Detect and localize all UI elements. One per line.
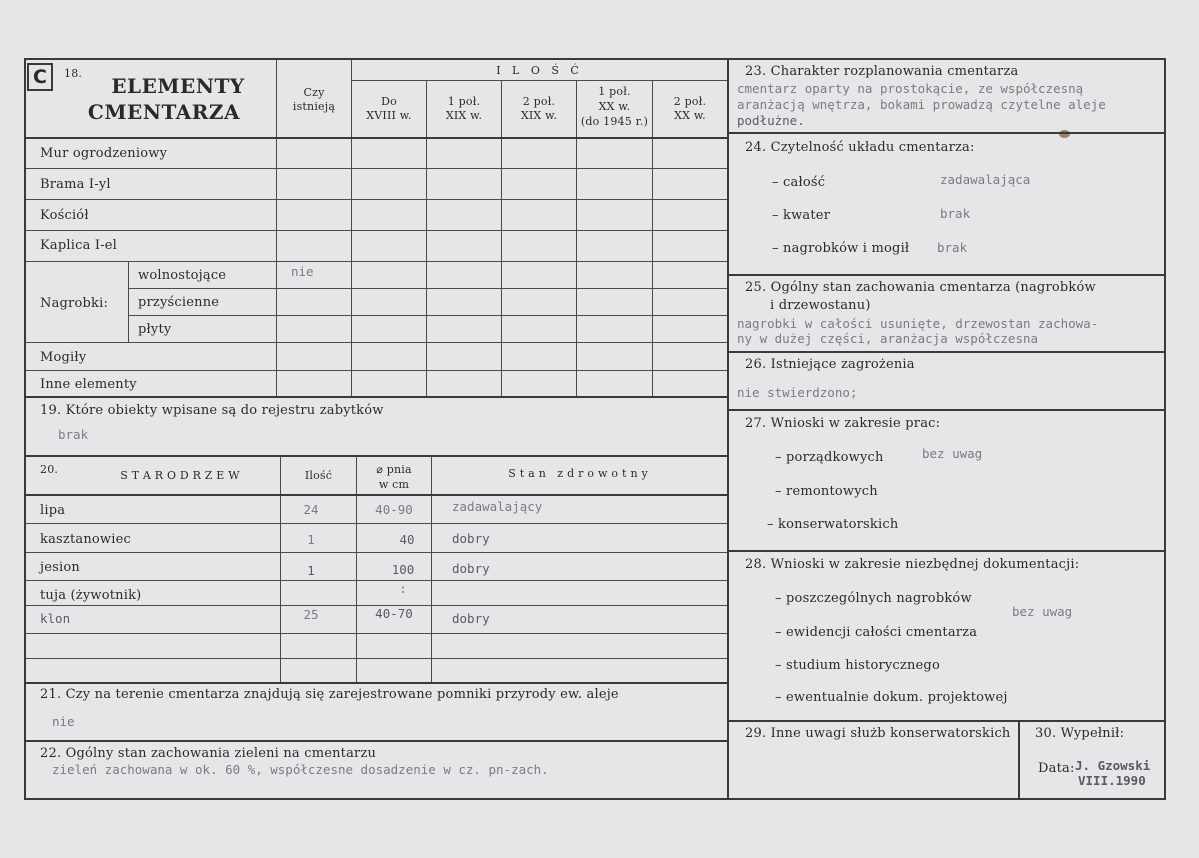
s28-label: 28. Wnioski w zakresie niezbędnej dokumentacji: — [745, 557, 1080, 572]
health-header: Stan zdrowotny — [508, 467, 652, 480]
s24-value: brak — [940, 206, 971, 221]
tree-qty: 24 — [303, 502, 319, 517]
s27-label: 27. Wnioski w zakresie prac: — [745, 416, 941, 431]
element-row-label: Brama I-yl — [40, 177, 111, 192]
s25-label-line2: i drzewostanu) — [770, 298, 871, 313]
quantity-header: I L O Ś Ć — [496, 64, 583, 77]
s24-value: brak — [937, 240, 968, 255]
tree-qty: 1 — [307, 563, 315, 578]
s22-value: zieleń zachowana w ok. 60 %, współczesne dosadzenie w cz. pn-zach. — [52, 762, 549, 777]
s23-value-line1: cmentarz oparty na prostokącie, ze współczesną — [737, 81, 1084, 96]
main-divider — [727, 58, 729, 800]
s24-item: – całość — [772, 175, 826, 190]
s25-value-line1: nagrobki w całości usunięte, drzewostan zachowa- — [737, 316, 1099, 331]
qty-header: Ilość — [304, 469, 333, 482]
s23-label: 23. Charakter rozplanowania cmentarza — [745, 64, 1019, 79]
tree-qty: 25 — [303, 607, 319, 622]
tree-state: dobry — [452, 561, 490, 576]
section-c-box: C — [27, 63, 53, 91]
s27-item: – konserwatorskich — [767, 517, 899, 532]
s28-item: – ewentualnie dokum. projektowej — [775, 690, 1008, 705]
tree-diameter: 40-90 — [375, 502, 413, 517]
s18-title-line2: CMENTARZA — [87, 100, 241, 124]
s24-value: zadawalająca — [940, 172, 1031, 187]
s26-value: nie stwierdzono; — [737, 385, 858, 400]
diameter-header: ⌀ pnia — [376, 463, 412, 476]
s21-value: nie — [52, 714, 75, 729]
s30-date-value: VIII.1990 — [1078, 773, 1146, 788]
tree-state: zadawalający — [452, 499, 543, 514]
s20-number: 20. — [40, 463, 59, 476]
tree-diameter: 100 — [391, 562, 415, 577]
tree-name: klon — [40, 611, 71, 626]
tree-qty: 1 — [307, 532, 315, 547]
period-header: XIX w. — [520, 109, 558, 122]
s22-label: 22. Ogólny stan zachowania zieleni na cmentarzu — [40, 746, 377, 761]
s20-title: S T A R O D R Z E W — [120, 469, 240, 482]
period-header: (do 1945 r.) — [580, 115, 649, 128]
tree-name: tuja (żywotnik) — [40, 588, 142, 603]
s24-label: 24. Czytelność układu cmentarza: — [745, 140, 975, 155]
s28-item: – studium historycznego — [775, 658, 940, 673]
element-row-label: Kaplica I-el — [40, 238, 118, 253]
tree-diameter: 40-70 — [375, 606, 413, 621]
s28-item: – poszczególnych nagrobków — [775, 591, 972, 606]
nagrobki-exists-value: nie — [291, 264, 314, 279]
element-row-label: Mur ogrodzeniowy — [40, 146, 168, 161]
s25-label-line1: 25. Ogólny stan zachowania cmentarza (nagrobków — [745, 280, 1096, 295]
s18-title-line1: ELEMENTY — [111, 74, 245, 98]
s28-value: bez uwag — [1012, 604, 1073, 619]
period-header: XIX w. — [445, 109, 483, 122]
nagrobki-sub-label: przyścienne — [138, 295, 220, 310]
s24-item: – kwater — [772, 208, 831, 223]
element-row-label: Kościół — [40, 208, 89, 223]
tree-name: lipa — [40, 503, 66, 518]
tree-name: jesion — [40, 560, 80, 575]
exists-header-2: istnieją — [292, 100, 336, 113]
tree-diameter: 40 — [399, 532, 415, 547]
period-header: XVIII w. — [366, 109, 412, 122]
exists-header: Czy — [303, 86, 325, 99]
period-header: 1 poł. — [598, 85, 631, 98]
element-row-label: Inne elementy — [40, 377, 137, 392]
tree-state: dobry — [452, 611, 490, 626]
s29-label: 29. Inne uwagi służb konserwatorskich — [745, 726, 1011, 741]
s30-author-name: J. Gzowski — [1075, 758, 1151, 773]
s18-number: 18. — [64, 67, 83, 80]
period-header: 1 poł. — [447, 95, 481, 108]
period-header: XX w. — [674, 109, 706, 122]
s23-value-line2: aranżacją wnętrza, bokami prowadzą czytelne aleje — [737, 97, 1106, 112]
tree-state: dobry — [452, 531, 490, 546]
s27-item: – porządkowych — [775, 450, 884, 465]
s26-label: 26. Istniejące zagrożenia — [745, 357, 915, 372]
nagrobki-sub-label: płyty — [138, 322, 172, 337]
s19-label: 19. Które obiekty wpisane są do rejestru zabytków — [40, 403, 384, 418]
tree-diameter: : — [399, 581, 407, 596]
tree-name: kasztanowiec — [40, 532, 131, 547]
s21-label: 21. Czy na terenie cmentarza znajdują się zarejestrowane pomniki przyrody ew. aleje — [40, 687, 619, 702]
period-header: Do — [381, 95, 397, 108]
s30-date-label: Data: — [1038, 761, 1075, 776]
period-header: 2 poł. — [522, 95, 556, 108]
diameter-header-2: w cm — [378, 478, 410, 491]
s19-value: brak — [58, 427, 89, 442]
s24-item: – nagrobków i mogił — [772, 241, 910, 256]
s27-item: – remontowych — [775, 484, 878, 499]
s30-label: 30. Wypełnił: — [1035, 726, 1125, 741]
element-row-label: Mogiły — [40, 350, 87, 365]
s28-item: – ewidencji całości cmentarza — [775, 625, 978, 640]
period-header: 2 poł. — [673, 95, 707, 108]
s25-value-line2: ny w dużej części, aranżacja współczesna — [737, 331, 1039, 346]
s23-value-line3: podłużne. — [737, 113, 805, 128]
period-header: XX w. — [598, 100, 631, 113]
nagrobki-label: Nagrobki: — [40, 296, 109, 311]
s27-value: bez uwag — [922, 446, 983, 461]
nagrobki-sub-label: wolnostojące — [138, 268, 227, 283]
